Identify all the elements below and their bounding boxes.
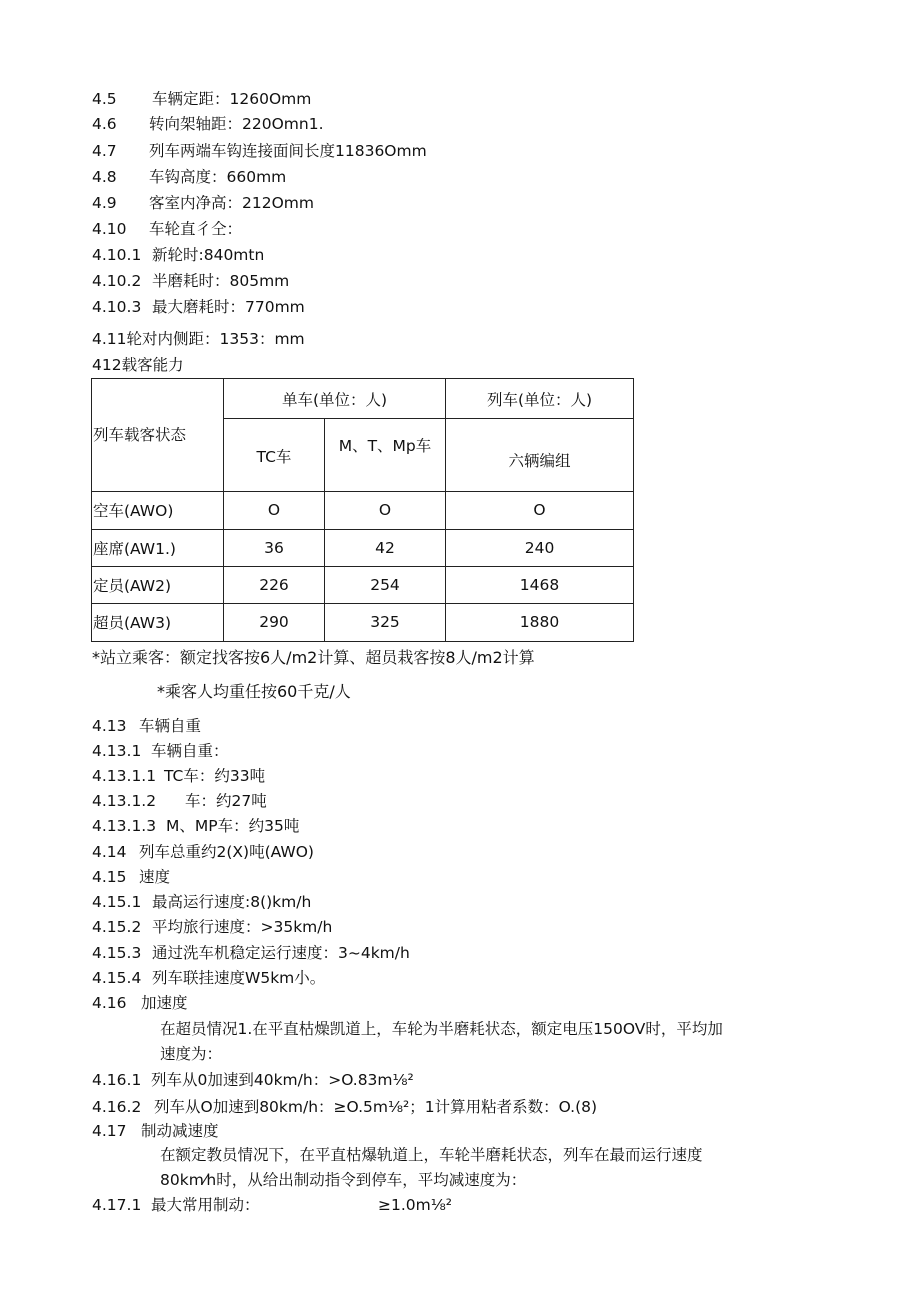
spec-line xyxy=(92,943,410,963)
spec-line xyxy=(92,1195,452,1215)
sub-header-tc: TC车 xyxy=(224,419,325,492)
section-number: 4.15.3 xyxy=(92,944,142,962)
row-label: 定员(AW2) xyxy=(92,566,224,603)
section-number: 4.8 xyxy=(92,168,117,186)
paragraph-line: 在超员情况1.在平直枯燥凯道上，车轮为半磨耗状态，额定电压150OV时，平均加 xyxy=(160,1020,723,1038)
spec-value: ≥1.0m⅛² xyxy=(378,1196,452,1214)
section-heading: 加速度 xyxy=(141,994,188,1012)
table-cell: O xyxy=(446,492,634,529)
spec-line xyxy=(92,816,299,836)
section-number: 4.16 xyxy=(92,994,127,1012)
paragraph-line: 在额定教员情况下，在平直枯爆轨道上，车轮半磨耗状态，列车在最而运行速度 xyxy=(160,1146,703,1164)
table-cell: 325 xyxy=(325,603,446,641)
spec-text: TC车：约33吨 xyxy=(164,767,266,785)
row-label: 超员(AW3) xyxy=(92,603,224,641)
spec-line xyxy=(92,193,314,213)
table-cell: 1468 xyxy=(446,566,634,603)
row-header-cell: 列车载客状态 xyxy=(92,379,224,492)
spec-text: 列车从0加速到40km/h：>O.83m⅛² xyxy=(151,1071,414,1089)
section-number: 4.10.3 xyxy=(92,298,142,316)
spec-line xyxy=(92,245,264,265)
spec-line xyxy=(92,271,289,291)
section-heading: 车辆自重 xyxy=(139,717,202,735)
spec-line xyxy=(92,766,265,786)
spec-text: 列车从O加速到80km/h：≥O.5m⅛²；1计算用粘者系数：O.(8) xyxy=(154,1098,598,1116)
table-cell: 290 xyxy=(224,603,325,641)
table-row xyxy=(92,566,634,603)
table-cell: 36 xyxy=(224,529,325,566)
spec-line xyxy=(92,741,229,761)
spec-text: 最高运行速度:8()km/h xyxy=(152,893,312,911)
spec-line xyxy=(92,993,188,1013)
section-number: 4.15.1 xyxy=(92,893,142,911)
section-number: 4.15.2 xyxy=(92,918,142,936)
row-label: 空车(AWO) xyxy=(92,492,224,529)
section-heading: 412载客能力 xyxy=(92,356,184,374)
group-header-train: 列车(单位：人) xyxy=(446,379,634,419)
spec-line xyxy=(92,1070,414,1090)
spec-text: 列车联挂速度W5km小。 xyxy=(152,969,326,987)
section-number: 4.13.1.3 xyxy=(92,817,157,835)
spec-text: 车辆定距：1260Omm xyxy=(152,90,312,108)
section-number: 4.9 xyxy=(92,194,117,212)
spec-text: 平均旅行速度：>35km/h xyxy=(152,918,333,936)
spec-text: 车：约27吨 xyxy=(185,792,267,810)
note-standing: *站立乘客：额定找客按6人/m2计算、超员栽客按8人/m2计算 xyxy=(92,648,535,667)
paragraph-line: 80km⁄h时，从给出制动指令到停车，平均减速度为： xyxy=(160,1171,527,1189)
capacity-table xyxy=(91,378,634,642)
table-row xyxy=(92,529,634,566)
spec-text: 最大常用制动： xyxy=(151,1196,260,1214)
spec-line xyxy=(92,791,267,811)
spec-text: 新轮时:840mtn xyxy=(152,246,265,264)
section-number: 4.14 xyxy=(92,843,127,861)
section-number: 4.7 xyxy=(92,142,117,160)
spec-text: 最大磨耗时：770mm xyxy=(152,298,305,316)
spec-line xyxy=(92,141,427,161)
table-row xyxy=(92,603,634,641)
section-number: 4.13.1.1 xyxy=(92,767,157,785)
spec-text: 半磨耗时：805mm xyxy=(152,272,290,290)
spec-text: 4.11轮对内侧距：1353：mm xyxy=(92,330,305,348)
spec-text: 车轮直彳仝： xyxy=(149,220,243,238)
section-number: 4.13 xyxy=(92,717,127,735)
spec-text: 列车两端车钩连接面间长度11836Omm xyxy=(149,142,427,160)
section-number: 4.15.4 xyxy=(92,969,142,987)
section-number: 4.17.1 xyxy=(92,1196,142,1214)
section-number: 4.16.1 xyxy=(92,1071,142,1089)
section-heading: 制动减速度 xyxy=(141,1122,219,1140)
table-cell: 226 xyxy=(224,566,325,603)
section-number: 4.13.1 xyxy=(92,742,142,760)
spec-line xyxy=(92,219,242,239)
section-number: 4.6 xyxy=(92,115,117,133)
spec-line xyxy=(92,892,311,912)
table-cell: O xyxy=(224,492,325,529)
section-number: 4.10 xyxy=(92,220,127,238)
table-cell: 254 xyxy=(325,566,446,603)
spec-line xyxy=(92,167,286,187)
spec-line xyxy=(92,968,325,988)
note-weight: *乘客人均重任按60千克/人 xyxy=(157,682,351,701)
section-number: 4.17 xyxy=(92,1122,127,1140)
spec-line xyxy=(92,867,170,887)
row-label: 座席(AW1.) xyxy=(92,529,224,566)
spec-line xyxy=(92,917,332,937)
spec-line xyxy=(92,297,305,317)
group-header-single-car: 单车(单位：人) xyxy=(224,379,446,419)
sub-header-six-car: 六辆编组 xyxy=(446,419,634,492)
spec-text: 车钩高度：660mm xyxy=(149,168,287,186)
table-cell: O xyxy=(325,492,446,529)
section-number: 4.13.1.2 xyxy=(92,792,157,810)
sub-header-mtmp: M、T、Mp车 xyxy=(325,419,446,492)
section-number: 4.15 xyxy=(92,868,127,886)
table-cell: 42 xyxy=(325,529,446,566)
spec-text: 客室内净高：212Omm xyxy=(149,194,314,212)
spec-text: 车辆自重： xyxy=(151,742,229,760)
section-number: 4.16.2 xyxy=(92,1098,142,1116)
section-number: 4.5 xyxy=(92,90,117,108)
spec-line xyxy=(92,842,314,862)
spec-line xyxy=(92,355,184,375)
table-cell: 240 xyxy=(446,529,634,566)
spec-text: M、MP车：约35吨 xyxy=(166,817,300,835)
section-heading: 速度 xyxy=(139,868,171,886)
spec-text: 转向架轴距：220Omn1. xyxy=(149,115,324,133)
table-cell: 1880 xyxy=(446,603,634,641)
section-number: 4.10.2 xyxy=(92,272,142,290)
spec-line xyxy=(92,329,305,349)
spec-line xyxy=(92,114,324,134)
section-number: 4.10.1 xyxy=(92,246,142,264)
paragraph-line: 速度为： xyxy=(160,1045,223,1063)
spec-text: 列车总重约2(X)吨(AWO) xyxy=(139,843,314,861)
table-row xyxy=(92,492,634,529)
spec-text: 通过洗车机稳定运行速度：3~4km/h xyxy=(152,944,410,962)
spec-line xyxy=(92,1121,219,1141)
spec-line xyxy=(92,1097,597,1117)
spec-line xyxy=(92,89,311,109)
spec-line xyxy=(92,716,201,736)
